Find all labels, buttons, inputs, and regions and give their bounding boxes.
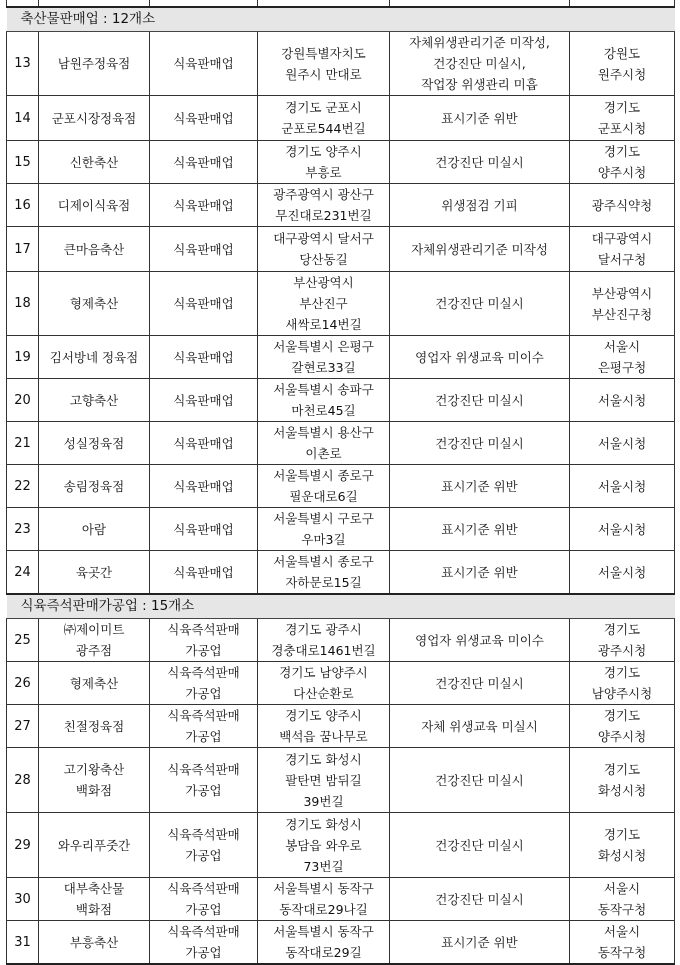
violation: 표시기준 위반 [390,465,570,508]
business-type: 식육즉석판매 가공업 [150,921,258,965]
address: 대구광역시 달서구 당산동길 [258,227,390,272]
violation: 영업자 위생교육 미이수 [390,336,570,379]
table-row [7,32,675,96]
business-name: ㈜제이미트 광주점 [39,619,150,662]
row-number: 22 [7,465,39,508]
row-number: 13 [7,32,39,96]
business-type: 식육판매업 [150,272,258,336]
business-name: 부흥축산 [39,921,150,965]
address: 경기도 화성시 봉담읍 와우로 73번길 [258,813,390,878]
address: 경기도 광주시 경충대로1461번길 [258,619,390,662]
row-number: 23 [7,508,39,551]
row-number: 18 [7,272,39,336]
row-number: 17 [7,227,39,272]
violation: 건강진단 미실시 [390,141,570,184]
violation: 건강진단 미실시 [390,748,570,813]
table-row [7,272,675,336]
violation: 위생점검 기피 [390,184,570,227]
table-row [7,422,675,465]
business-name: 고기왕축산 백화점 [39,748,150,813]
agency: 경기도 양주시청 [570,705,675,748]
table-row [7,465,675,508]
table-row [7,662,675,705]
agency: 경기도 남양주시청 [570,662,675,705]
row-number: 16 [7,184,39,227]
violation: 표시기준 위반 [390,508,570,551]
business-name: 김서방네 정육점 [39,336,150,379]
address: 광주광역시 광산구 무진대로231번길 [258,184,390,227]
business-type: 식육판매업 [150,184,258,227]
agency: 서울시청 [570,465,675,508]
business-type: 식육판매업 [150,96,258,141]
violation: 영업자 위생교육 미이수 [390,619,570,662]
business-name: 신한축산 [39,141,150,184]
address: 서울특별시 송파구 마천로45길 [258,379,390,422]
table-row [7,878,675,921]
row-number: 30 [7,878,39,921]
row-number: 24 [7,551,39,595]
agency: 서울시 은평구청 [570,336,675,379]
violation: 건강진단 미실시 [390,272,570,336]
business-type: 식육판매업 [150,422,258,465]
agency: 서울시청 [570,551,675,595]
row-number: 31 [7,921,39,965]
section-header [7,7,675,32]
agency: 부산광역시 부산진구청 [570,272,675,336]
section-title: 식육즉석판매가공업 : 15개소 [7,594,675,619]
table-row [7,813,675,878]
business-type: 식육판매업 [150,141,258,184]
address: 강원특별자치도 원주시 만대로 [258,32,390,96]
row-number: 14 [7,96,39,141]
row-number: 25 [7,619,39,662]
table-row [7,379,675,422]
violation: 건강진단 미실시 [390,878,570,921]
business-name: 군포시장정육점 [39,96,150,141]
table-row [7,141,675,184]
table-row [7,508,675,551]
table-row [7,336,675,379]
violation: 건강진단 미실시 [390,379,570,422]
row-number: 15 [7,141,39,184]
business-type: 식육판매업 [150,379,258,422]
business-type: 식육판매업 [150,551,258,595]
address: 경기도 남양주시 다산순환로 [258,662,390,705]
business-name: 남원주정육점 [39,32,150,96]
address: 부산광역시 부산진구 새싹로14번길 [258,272,390,336]
agency: 서울시 동작구청 [570,878,675,921]
agency: 광주식약청 [570,184,675,227]
agency: 경기도 양주시청 [570,141,675,184]
business-name: 아람 [39,508,150,551]
address: 서울특별시 은평구 갈현로33길 [258,336,390,379]
agency: 서울시 동작구청 [570,921,675,965]
address: 서울특별시 용산구 이촌로 [258,422,390,465]
business-name: 송림정육점 [39,465,150,508]
business-type: 식육판매업 [150,227,258,272]
business-name: 육곳간 [39,551,150,595]
agency: 경기도 광주시청 [570,619,675,662]
business-type: 식육즉석판매 가공업 [150,619,258,662]
address: 서울특별시 동작구 동작대로29길 [258,921,390,965]
section-header [7,594,675,619]
violations-table [6,0,675,965]
business-name: 형제축산 [39,662,150,705]
business-type: 식육판매업 [150,32,258,96]
violation: 표시기준 위반 [390,551,570,595]
agency: 강원도 원주시청 [570,32,675,96]
agency: 서울시청 [570,508,675,551]
address: 경기도 군포시 군포로544번길 [258,96,390,141]
table-row [7,619,675,662]
row-number: 26 [7,662,39,705]
agency: 경기도 화성시청 [570,748,675,813]
business-name: 고향축산 [39,379,150,422]
business-name: 디제이식육점 [39,184,150,227]
business-name: 성실정육점 [39,422,150,465]
business-type: 식육판매업 [150,508,258,551]
address: 경기도 양주시 부흥로 [258,141,390,184]
table-row [7,227,675,272]
table-row [7,551,675,595]
table-body [7,0,675,964]
agency: 서울시청 [570,422,675,465]
business-type: 식육즉석판매 가공업 [150,748,258,813]
section-title: 축산물판매업 : 12개소 [7,7,675,32]
agency: 대구광역시 달서구청 [570,227,675,272]
business-type: 식육즉석판매 가공업 [150,705,258,748]
violation: 자체 위생교육 미실시 [390,705,570,748]
address: 서울특별시 동작구 동작대로29나길 [258,878,390,921]
row-number: 21 [7,422,39,465]
violation: 건강진단 미실시 [390,813,570,878]
violation: 표시기준 위반 [390,921,570,965]
row-number: 28 [7,748,39,813]
table-top-edge [7,0,675,7]
business-name: 큰마음축산 [39,227,150,272]
row-number: 27 [7,705,39,748]
address: 서울특별시 구로구 우마3길 [258,508,390,551]
table-row [7,921,675,965]
business-type: 식육판매업 [150,465,258,508]
business-name: 형제축산 [39,272,150,336]
business-name: 대부축산물 백화점 [39,878,150,921]
address: 서울특별시 종로구 필운대로6길 [258,465,390,508]
agency: 경기도 군포시청 [570,96,675,141]
address: 서울특별시 종로구 자하문로15길 [258,551,390,595]
address: 경기도 양주시 백석읍 꿈나무로 [258,705,390,748]
violation: 건강진단 미실시 [390,422,570,465]
address: 경기도 화성시 팔탄면 밤뒤길 39번길 [258,748,390,813]
table-row [7,96,675,141]
agency: 경기도 화성시청 [570,813,675,878]
business-type: 식육판매업 [150,336,258,379]
business-type: 식육즉석판매 가공업 [150,813,258,878]
violation: 건강진단 미실시 [390,662,570,705]
agency: 서울시청 [570,379,675,422]
table-row [7,748,675,813]
row-number: 29 [7,813,39,878]
business-name: 친절정육점 [39,705,150,748]
table-row [7,705,675,748]
violation: 자체위생관리기준 미작성 [390,227,570,272]
business-name: 와우리푸줏간 [39,813,150,878]
violation: 표시기준 위반 [390,96,570,141]
table-row [7,184,675,227]
violation: 자체위생관리기준 미작성, 건강진단 미실시, 작업장 위생관리 미흡 [390,32,570,96]
row-number: 19 [7,336,39,379]
business-type: 식육즉석판매 가공업 [150,662,258,705]
row-number: 20 [7,379,39,422]
business-type: 식육즉석판매 가공업 [150,878,258,921]
